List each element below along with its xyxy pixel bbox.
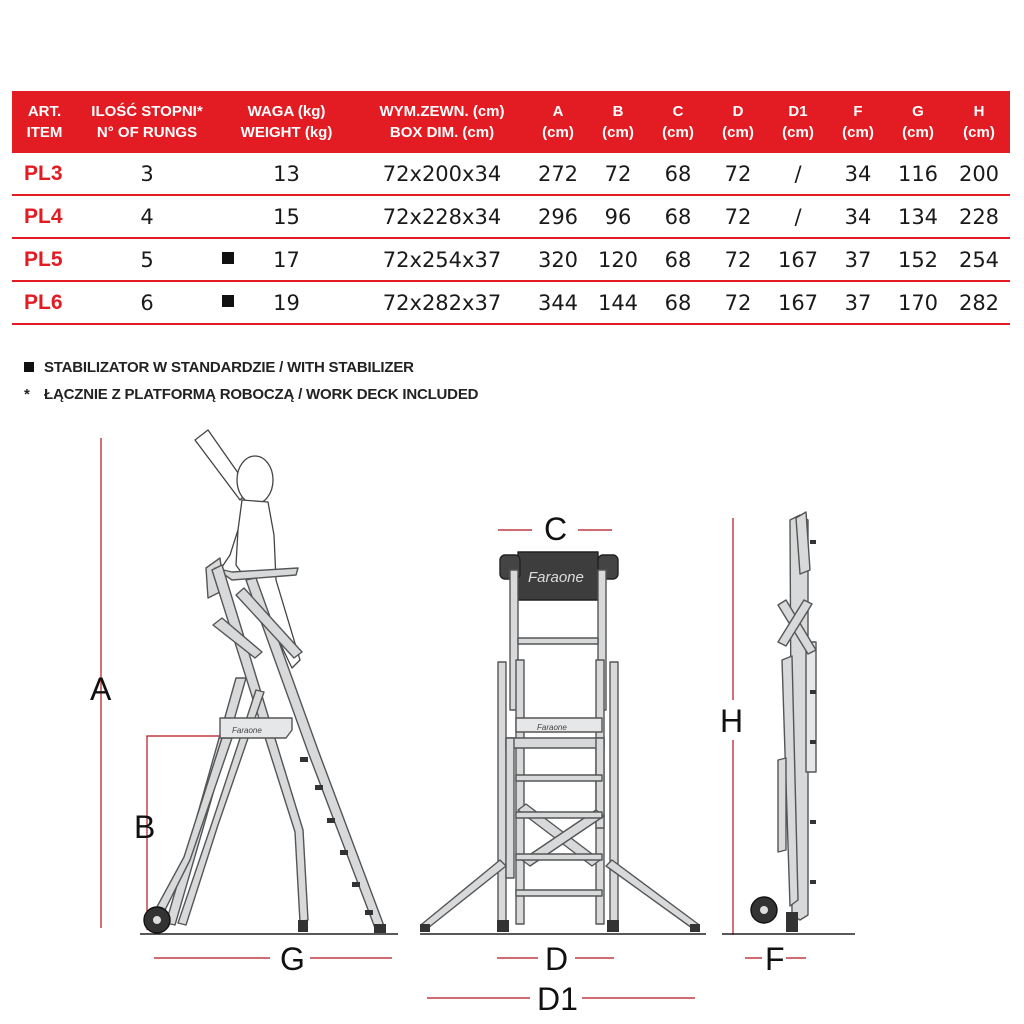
- header-line-2: (cm): [542, 124, 574, 141]
- header-cell: [528, 91, 588, 153]
- cell-g: 170: [888, 281, 948, 324]
- rungs-value: 5: [140, 247, 154, 272]
- front-view-ladder: [420, 552, 700, 932]
- cell-d: 72: [708, 195, 768, 238]
- cell-weight: 13: [217, 153, 356, 195]
- stabilizer-square-icon: [222, 252, 234, 264]
- stabilizer-square-icon: [24, 362, 34, 372]
- header-line-2: N° OF RUNGS: [96, 124, 198, 141]
- cell-rungs: [77, 281, 217, 324]
- header-line-2: (cm): [963, 124, 995, 141]
- dim-label-c: C: [544, 511, 568, 547]
- rungs-value: 4: [140, 204, 154, 229]
- legend-work-deck-text: ŁĄCZNIE Z PLATFORMĄ ROBOCZĄ / WORK DECK INCLUDED: [44, 386, 479, 403]
- header-line-1: F: [853, 103, 863, 120]
- header-row: [12, 91, 1010, 153]
- cell-f: 37: [828, 281, 888, 324]
- ladder-drawing: [0, 420, 1024, 1024]
- cell-c: 68: [648, 238, 708, 281]
- table-header: [12, 91, 1010, 153]
- cell-d1: /: [768, 153, 828, 195]
- cell-item: PL4: [12, 195, 77, 238]
- header-line-2: (cm): [722, 124, 754, 141]
- table-row: [12, 195, 1010, 238]
- cell-d1: 167: [768, 238, 828, 281]
- cell-b: 72: [588, 153, 648, 195]
- dim-label-d: D: [545, 941, 569, 977]
- cell-h: 228: [948, 195, 1010, 238]
- dimension-labels: [90, 511, 785, 1017]
- cell-rungs: [77, 195, 217, 238]
- dimension-lines: [101, 438, 806, 998]
- cell-a: 320: [528, 238, 588, 281]
- header-line-1: H: [973, 103, 985, 120]
- spec-table: [12, 91, 1010, 325]
- cell-g: 134: [888, 195, 948, 238]
- cell-b: 96: [588, 195, 648, 238]
- header-cell: [77, 91, 217, 153]
- cell-g: 152: [888, 238, 948, 281]
- cell-g: 116: [888, 153, 948, 195]
- side-view-ladder: [144, 430, 386, 933]
- dim-label-a: A: [90, 671, 112, 707]
- cell-item: PL5: [12, 238, 77, 281]
- dim-label-d1: D1: [537, 981, 578, 1017]
- cell-a: 296: [528, 195, 588, 238]
- header-line-2: WEIGHT (kg): [240, 124, 333, 141]
- header-line-1: D1: [788, 103, 808, 120]
- header-line-1: C: [672, 103, 684, 120]
- legend-work-deck: [24, 386, 478, 403]
- stabilizer-square-icon: [222, 295, 234, 307]
- cell-a: 344: [528, 281, 588, 324]
- header-line-1: A: [552, 103, 564, 120]
- header-cell: [948, 91, 1010, 153]
- header-line-2: (cm): [842, 124, 874, 141]
- header-cell: [217, 91, 356, 153]
- header-line-1: B: [612, 103, 624, 120]
- cell-h: 254: [948, 238, 1010, 281]
- platform-brand-side: Faraone: [232, 726, 262, 735]
- header-line-2: BOX DIM. (cm): [389, 124, 495, 141]
- cell-weight: 19: [217, 281, 356, 324]
- header-line-2: (cm): [902, 124, 934, 141]
- header-line-2: (cm): [662, 124, 694, 141]
- dim-label-g: G: [280, 941, 305, 977]
- cell-d: 72: [708, 281, 768, 324]
- back-panel-brand: Faraone: [528, 569, 584, 586]
- dim-label-h: H: [720, 703, 744, 739]
- cell-box: 72x282x37: [356, 281, 528, 324]
- header-cell: [356, 91, 528, 153]
- cell-b: 120: [588, 238, 648, 281]
- header-line-2: (cm): [602, 124, 634, 141]
- header-cell: [768, 91, 828, 153]
- dim-label-f: F: [765, 941, 785, 977]
- header-cell: [648, 91, 708, 153]
- cell-weight: 15: [217, 195, 356, 238]
- cell-item: PL6: [12, 281, 77, 324]
- table-row: [12, 153, 1010, 195]
- header-cell: [708, 91, 768, 153]
- legend-stabilizer-text: STABILIZATOR W STANDARDZIE / WITH STABILIZER: [44, 359, 414, 376]
- folded-side-view-ladder: [751, 512, 816, 932]
- cell-b: 144: [588, 281, 648, 324]
- table-body: [12, 153, 1010, 324]
- table-row: [12, 238, 1010, 281]
- cell-h: 282: [948, 281, 1010, 324]
- cell-box: 72x200x34: [356, 153, 528, 195]
- header-line-1: ART.: [27, 103, 62, 120]
- asterisk-mark: *: [24, 386, 30, 403]
- header-cell: [888, 91, 948, 153]
- header-line-1: D: [732, 103, 744, 120]
- cell-item: PL3: [12, 153, 77, 195]
- header-line-1: WYM.ZEWN. (cm): [379, 103, 505, 120]
- cell-box: 72x228x34: [356, 195, 528, 238]
- cell-f: 34: [828, 195, 888, 238]
- cell-d1: /: [768, 195, 828, 238]
- header-line-2: (cm): [782, 124, 814, 141]
- cell-box: 72x254x37: [356, 238, 528, 281]
- header-line-2: ITEM: [26, 124, 63, 141]
- cell-f: 34: [828, 153, 888, 195]
- cell-f: 37: [828, 238, 888, 281]
- cell-c: 68: [648, 195, 708, 238]
- cell-d: 72: [708, 238, 768, 281]
- cell-weight: 17: [217, 238, 356, 281]
- cell-rungs: [77, 153, 217, 195]
- header-line-1: ILOŚĆ STOPNI*: [91, 103, 203, 120]
- cell-d1: 167: [768, 281, 828, 324]
- header-line-1: WAGA (kg): [247, 103, 326, 120]
- cell-h: 200: [948, 153, 1010, 195]
- cell-d: 72: [708, 153, 768, 195]
- dim-label-b: B: [134, 809, 156, 845]
- platform-brand-front: Faraone: [537, 723, 567, 732]
- header-cell: [588, 91, 648, 153]
- rungs-value: 3: [140, 161, 154, 186]
- cell-a: 272: [528, 153, 588, 195]
- rungs-value: 6: [140, 290, 154, 315]
- cell-c: 68: [648, 153, 708, 195]
- legend-stabilizer: [24, 359, 414, 376]
- cell-rungs: [77, 238, 217, 281]
- cell-c: 68: [648, 281, 708, 324]
- table-row: [12, 281, 1010, 324]
- header-line-1: G: [912, 103, 924, 120]
- header-cell: [12, 91, 77, 153]
- header-cell: [828, 91, 888, 153]
